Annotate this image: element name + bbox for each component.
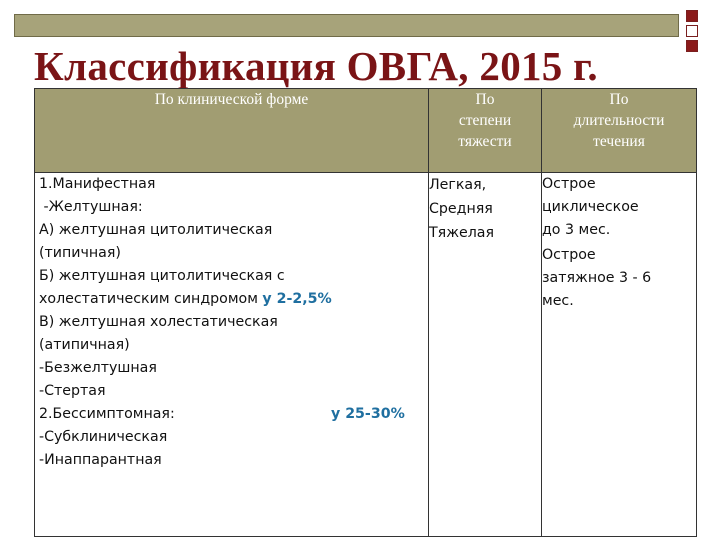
form-erased: -Стертая — [39, 383, 106, 399]
form-manifest: 1.Манифестная — [39, 176, 156, 192]
duration-acute-protracted-line-2: затяжное 3 - 6 — [542, 270, 652, 286]
percent-25-30: у 25-30% — [331, 406, 405, 422]
form-asymptomatic — [39, 403, 428, 426]
cell-severity — [429, 173, 542, 537]
form-icteric-c: В) желтушная холестатическая — [39, 314, 278, 330]
duration-acute-cyclic-line-1: Острое — [542, 176, 596, 192]
header-severity-line-2: степени — [458, 112, 512, 129]
severity-mild: Легкая, — [429, 177, 487, 193]
duration-acute-cyclic-line-2: циклическое — [542, 199, 639, 215]
header-severity — [429, 89, 542, 173]
square-filled-2 — [686, 40, 698, 52]
form-anicteric: -Безжелтушная — [39, 360, 157, 376]
square-filled-1 — [686, 10, 698, 22]
cell-clinical-forms — [35, 173, 429, 537]
header-duration — [542, 89, 697, 173]
header-clinical-form-label: По клинической форме — [154, 91, 309, 108]
duration-acute-protracted-line-3: мес. — [542, 293, 574, 309]
form-subclinical: -Субклиническая — [39, 429, 168, 445]
table-header-row — [35, 89, 697, 173]
header-clinical-form — [35, 89, 429, 173]
percent-2-2-5: у 2-2,5% — [262, 291, 332, 307]
top-decor-bar — [14, 14, 679, 37]
corner-squares — [686, 10, 700, 55]
table-body-row — [35, 173, 697, 537]
header-duration-line-3: течения — [593, 133, 645, 150]
duration-acute-protracted — [542, 244, 696, 313]
form-icteric-a-typical: (типичная) — [39, 245, 121, 261]
header-severity-line-1: По — [475, 91, 495, 108]
form-icteric: -Желтушная: — [39, 199, 143, 215]
duration-acute-protracted-line-1: Острое — [542, 247, 596, 263]
classification-table — [34, 88, 697, 537]
cell-duration — [542, 173, 697, 537]
slide-title: Классификация ОВГА, 2015 г. — [34, 43, 598, 89]
form-icteric-c-atypical: (атипичная) — [39, 337, 130, 353]
severity-moderate: Средняя — [429, 201, 493, 217]
form-inapparent: -Инаппарантная — [39, 452, 162, 468]
form-icteric-b: Б) желтушная цитолитическая с — [39, 268, 285, 284]
form-icteric-b-cont — [39, 288, 428, 311]
duration-acute-cyclic-line-3: до 3 мес. — [542, 222, 611, 238]
form-icteric-b-text: холестатическим синдромом — [39, 291, 263, 307]
form-icteric-a: А) желтушная цитолитическая — [39, 222, 273, 238]
duration-acute-cyclic — [542, 173, 696, 242]
header-duration-line-1: По — [609, 91, 629, 108]
square-empty — [686, 25, 698, 37]
header-severity-line-3: тяжести — [458, 133, 512, 150]
header-duration-line-2: длительности — [573, 112, 665, 129]
severity-severe: Тяжелая — [429, 225, 495, 241]
form-asymptomatic-label: 2.Бессимптомная: — [39, 406, 175, 422]
